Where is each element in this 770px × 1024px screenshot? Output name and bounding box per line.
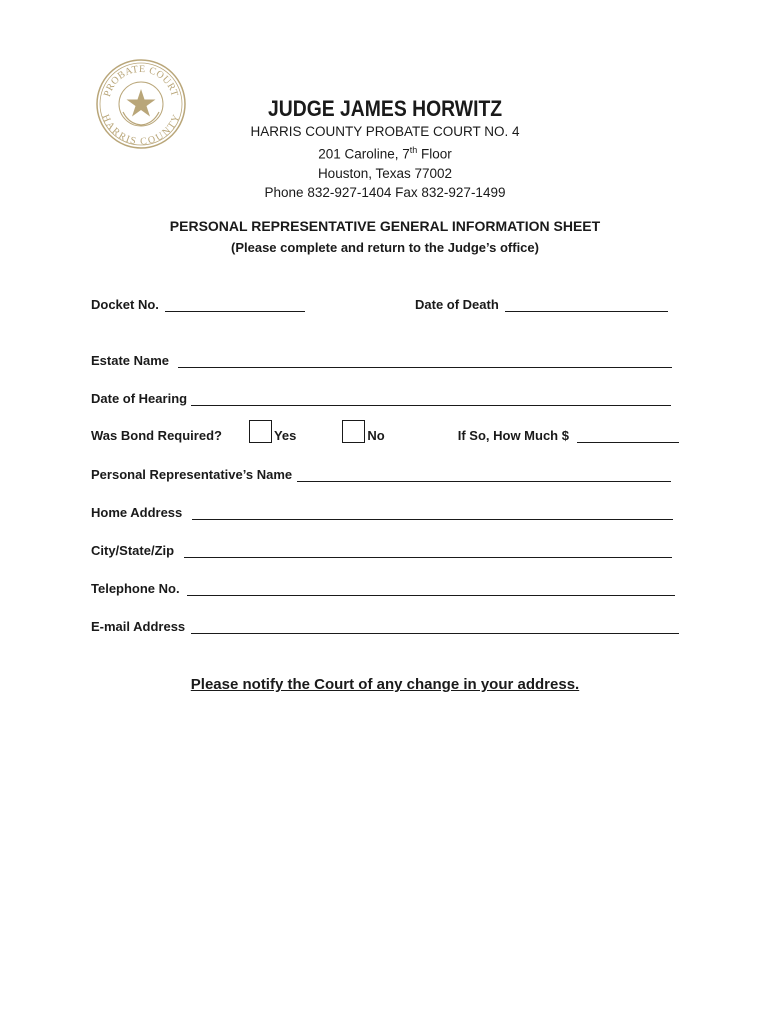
rep-name-row — [91, 467, 671, 482]
telephone-label: Telephone No. — [91, 581, 180, 596]
court-name: HARRIS COUNTY PROBATE COURT NO. 4 — [250, 124, 520, 139]
docket-row — [91, 297, 305, 312]
date-of-death-label: Date of Death — [415, 297, 499, 312]
judge-name: JUDGE JAMES HORWITZ — [267, 96, 503, 121]
probate-court-seal — [95, 58, 187, 150]
estate-name-row — [91, 353, 672, 368]
date-of-hearing-row — [91, 391, 671, 406]
rep-name-label: Personal Representative’s Name — [91, 467, 293, 482]
date-of-hearing-field[interactable] — [191, 391, 671, 406]
how-much-label: If So, How Much $ — [457, 428, 569, 443]
bond-yes-checkbox[interactable] — [249, 420, 272, 443]
street-address: 201 Caroline, 7th Floor — [318, 145, 452, 162]
email-field[interactable] — [191, 619, 679, 634]
telephone-row — [91, 581, 675, 596]
address-change-notice: Please notify the Court of any change in your address. — [190, 676, 580, 693]
form-title: PERSONAL REPRESENTATIVE GENERAL INFORMATION SHEET — [169, 218, 601, 234]
rep-name-field[interactable] — [297, 467, 671, 482]
phone-fax: Phone 832-927-1404 Fax 832-927-1499 — [264, 184, 506, 200]
docket-label: Docket No. — [91, 297, 159, 312]
date-of-death-field[interactable] — [505, 297, 668, 312]
city-state-zip-row — [91, 543, 672, 558]
date-of-hearing-label: Date of Hearing — [91, 391, 188, 406]
bond-row — [91, 420, 679, 443]
bond-amount-field[interactable] — [577, 428, 679, 443]
docket-field[interactable] — [165, 297, 305, 312]
bond-no-checkbox[interactable] — [342, 420, 365, 443]
email-label: E-mail Address — [91, 619, 186, 634]
seal-bottom-text: HARRIS COUNTY — [99, 112, 183, 148]
bond-label: Was Bond Required? — [91, 428, 222, 443]
form-subtitle: (Please complete and return to the Judge’s office) — [231, 240, 539, 255]
home-address-field[interactable] — [192, 505, 673, 520]
estate-name-label: Estate Name — [91, 353, 170, 368]
email-row — [91, 619, 679, 634]
telephone-field[interactable] — [187, 581, 675, 596]
city-state-zip-label: City/State/Zip — [91, 543, 175, 558]
home-address-row — [91, 505, 673, 520]
estate-name-field[interactable] — [178, 353, 672, 368]
date-of-death-row — [415, 297, 668, 312]
seal-top-text: PROBATE COURT — [101, 63, 181, 99]
court-header — [180, 96, 590, 202]
bond-yes-label: Yes — [273, 428, 297, 443]
svg-text:HARRIS COUNTY — [99, 113, 182, 148]
star-icon — [127, 89, 156, 117]
bond-no-label: No — [367, 428, 385, 443]
home-address-label: Home Address — [91, 505, 183, 520]
city-address: Houston, Texas 77002 — [317, 165, 453, 181]
city-state-zip-field[interactable] — [184, 543, 672, 558]
